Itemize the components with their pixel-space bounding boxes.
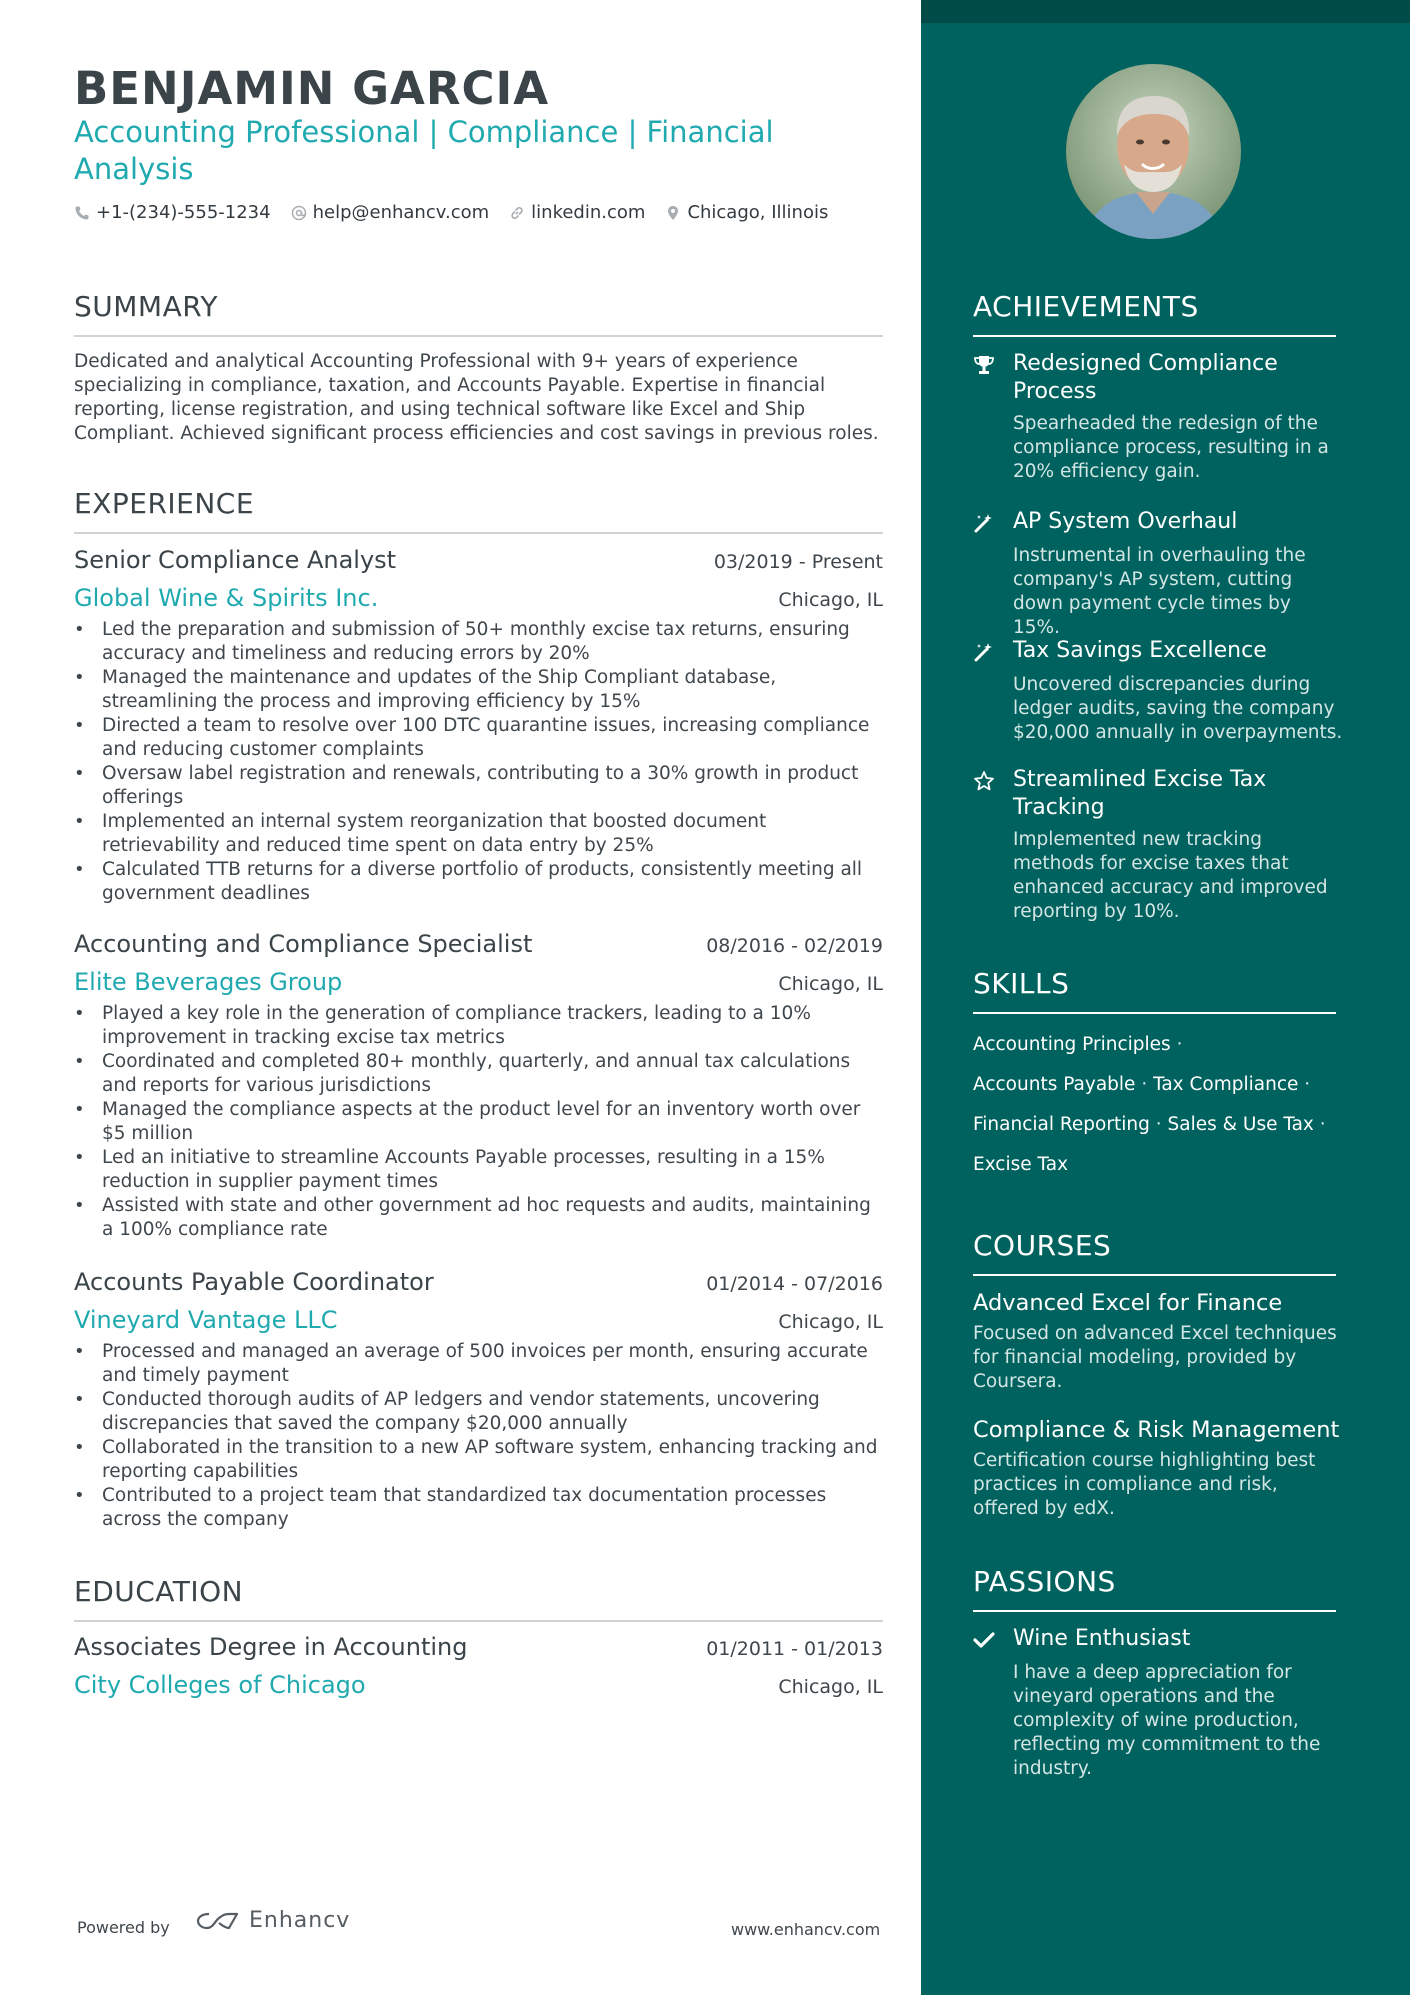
job-bullets	[74, 1340, 883, 1532]
courses-title: COURSES	[973, 1229, 1336, 1276]
achievement-desc: Implemented new tracking methods for excise taxes that enhanced accuracy and improved reporting by 10%.	[1013, 829, 1328, 922]
achievement-title: Redesigned Compliance Process	[1013, 351, 1278, 404]
school-name: City Colleges of Chicago	[74, 1671, 366, 1699]
phone-text: +1-(234)-555-1234	[96, 202, 271, 223]
contact-linkedin[interactable]	[509, 202, 645, 223]
location-text: Chicago, Illinois	[687, 202, 829, 223]
profile-photo-image	[1066, 64, 1241, 239]
skill-item: Excise Tax	[973, 1154, 1069, 1175]
skills-title: SKILLS	[973, 967, 1336, 1014]
bullet-item: • Led the preparation and submission of 50+ monthly excise tax returns, ensuring accuracy and timeliness and reducing errors by 20%	[74, 618, 883, 666]
job-location: Chicago, IL	[778, 589, 883, 611]
job-location: Chicago, IL	[778, 973, 883, 995]
job-title: Accounts Payable Coordinator	[74, 1268, 434, 1296]
job-entry	[74, 1268, 883, 1532]
job-entry	[74, 546, 883, 906]
passion-title: Wine Enthusiast	[1013, 1626, 1191, 1651]
course-desc: Certification course highlighting best practices in compliance and risk, offered by edX.	[973, 1450, 1316, 1519]
contact-row	[74, 202, 828, 223]
achievement-title: AP System Overhaul	[1013, 509, 1238, 534]
achievement-item	[973, 508, 1343, 640]
school-location: Chicago, IL	[778, 1676, 883, 1698]
passion-item	[973, 1625, 1343, 1781]
bullet-item: • Contributed to a project team that standardized tax documentation processes across the company	[74, 1484, 883, 1532]
bullet-item: • Implemented an internal system reorganization that boosted document retrievability and reduced time spent on data entry by 25%	[74, 810, 883, 858]
job-company: Elite Beverages Group	[74, 968, 343, 996]
bullet-item: • Played a key role in the generation of compliance trackers, leading to a 10% improvement in tracking excise tax metrics	[74, 1002, 883, 1050]
achievements-title: ACHIEVEMENTS	[973, 290, 1336, 337]
at-icon	[291, 205, 307, 221]
course-title: Advanced Excel for Finance	[973, 1290, 1283, 1316]
footer-url[interactable]: www.enhancv.com	[731, 1920, 881, 1939]
star-icon	[973, 770, 995, 792]
link-icon	[509, 205, 525, 221]
bullet-item: • Conducted thorough audits of AP ledgers and vendor statements, uncovering discrepancies that saved the company $20,000 annually	[74, 1388, 883, 1436]
job-dates: 03/2019 - Present	[713, 551, 883, 573]
job-dates: 01/2014 - 07/2016	[706, 1273, 883, 1295]
skill-item: Sales & Use Tax	[1167, 1114, 1314, 1135]
achievement-desc: Instrumental in overhauling the company's AP system, cutting down payment cycle times by 15%.	[1013, 545, 1306, 638]
checkmark-icon	[973, 1629, 995, 1651]
achievement-desc: Uncovered discrepancies during ledger audits, saving the company $20,000 annually in overpayments.	[1013, 674, 1343, 743]
passions-title: PASSIONS	[973, 1565, 1336, 1612]
education-entry	[74, 1633, 883, 1699]
bullet-item: • Led an initiative to streamline Accounts Payable processes, resulting in a 15% reduction in supplier payment times	[74, 1146, 883, 1194]
bullet-item: • Oversaw label registration and renewals, contributing to a 30% growth in product offerings	[74, 762, 883, 810]
enhancv-brand: Enhancv	[249, 1908, 351, 1933]
enhancv-logo[interactable]	[195, 1908, 350, 1933]
course-item	[973, 1417, 1343, 1521]
bullet-item: • Assisted with state and other government ad hoc requests and audits, maintaining a 100% compliance rate	[74, 1194, 883, 1242]
enhancv-logo-icon	[195, 1910, 239, 1932]
achievement-desc: Spearheaded the redesign of the compliance process, resulting in a 20% efficiency gain.	[1013, 413, 1329, 482]
bullet-item: • Collaborated in the transition to a new AP software system, enhancing tracking and reporting capabilities	[74, 1436, 883, 1484]
job-bullets	[74, 618, 883, 906]
job-company: Global Wine & Spirits Inc.	[74, 584, 379, 612]
job-title: Accounting and Compliance Specialist	[74, 930, 533, 958]
bullet-item: • Directed a team to resolve over 100 DTC quarantine issues, increasing compliance and reducing customer complaints	[74, 714, 883, 762]
job-entry	[74, 930, 883, 1242]
bullet-item: • Managed the maintenance and updates of the Ship Compliant database, streamlining the process and improving efficiency by 15%	[74, 666, 883, 714]
summary-text: Dedicated and analytical Accounting Professional with 9+ years of experience specializing in compliance, taxation, and Accounts Payable. Expertise in financial reporting, license registration, and using technical software like Excel and Ship Compliant. Achieved significant process efficiencies and cost savings in previous roles.	[74, 351, 879, 444]
job-location: Chicago, IL	[778, 1311, 883, 1333]
course-desc: Focused on advanced Excel techniques for financial modeling, provided by Coursera.	[973, 1323, 1337, 1392]
bullet-item: • Calculated TTB returns for a diverse portfolio of products, consistently meeting all government deadlines	[74, 858, 883, 906]
achievement-title: Tax Savings Excellence	[1013, 638, 1267, 663]
passion-desc: I have a deep appreciation for vineyard operations and the complexity of wine production, reflecting my commitment to the industry.	[1013, 1662, 1321, 1779]
job-title: Senior Compliance Analyst	[74, 546, 397, 574]
headline: Accounting Professional | Compliance | Financial Analysis	[74, 115, 774, 186]
magic-wand-icon	[973, 512, 995, 534]
location-pin-icon	[665, 205, 681, 221]
achievement-title: Streamlined Excise Tax Tracking	[1013, 767, 1267, 820]
job-dates: 08/2016 - 02/2019	[706, 935, 883, 957]
skills-list: Accounting Principles · Accounts Payable · Tax Compliance · Financial Reporting · Sales & Use Tax · Excise Tax	[973, 1034, 1326, 1175]
candidate-name: BENJAMIN GARCIA	[74, 62, 550, 115]
skill-item: Financial Reporting	[973, 1114, 1150, 1135]
achievement-item	[973, 637, 1343, 745]
sidebar-top-bar	[921, 0, 1410, 23]
skill-item: Accounts Payable	[973, 1074, 1136, 1095]
bullet-item: • Managed the compliance aspects at the product level for an inventory worth over $5 million	[74, 1098, 883, 1146]
degree-title: Associates Degree in Accounting	[74, 1633, 468, 1661]
job-company: Vineyard Vantage LLC	[74, 1306, 338, 1334]
contact-location	[665, 202, 828, 223]
skill-item: Accounting Principles	[973, 1034, 1171, 1055]
skill-item: Tax Compliance	[1153, 1074, 1299, 1095]
course-item	[973, 1290, 1343, 1394]
trophy-icon	[973, 354, 995, 376]
bullet-item: • Coordinated and completed 80+ monthly, quarterly, and annual tax calculations and reports for various jurisdictions	[74, 1050, 883, 1098]
profile-photo	[1066, 64, 1241, 239]
education-title: EDUCATION	[74, 1575, 883, 1622]
email-text: help@enhancv.com	[312, 202, 490, 223]
achievement-item	[973, 766, 1343, 924]
experience-title: EXPERIENCE	[74, 487, 883, 534]
contact-email[interactable]	[291, 202, 490, 223]
linkedin-text: linkedin.com	[531, 202, 646, 223]
contact-phone[interactable]	[74, 202, 271, 223]
summary-title: SUMMARY	[74, 290, 883, 337]
job-bullets	[74, 1002, 883, 1242]
powered-by-label: Powered by	[77, 1918, 170, 1937]
phone-icon	[74, 205, 90, 221]
magic-wand-icon	[973, 641, 995, 663]
course-title: Compliance & Risk Management	[973, 1417, 1340, 1443]
achievement-item	[973, 350, 1343, 484]
education-dates: 01/2011 - 01/2013	[706, 1638, 883, 1660]
bullet-item: • Processed and managed an average of 500 invoices per month, ensuring accurate and timely payment	[74, 1340, 883, 1388]
